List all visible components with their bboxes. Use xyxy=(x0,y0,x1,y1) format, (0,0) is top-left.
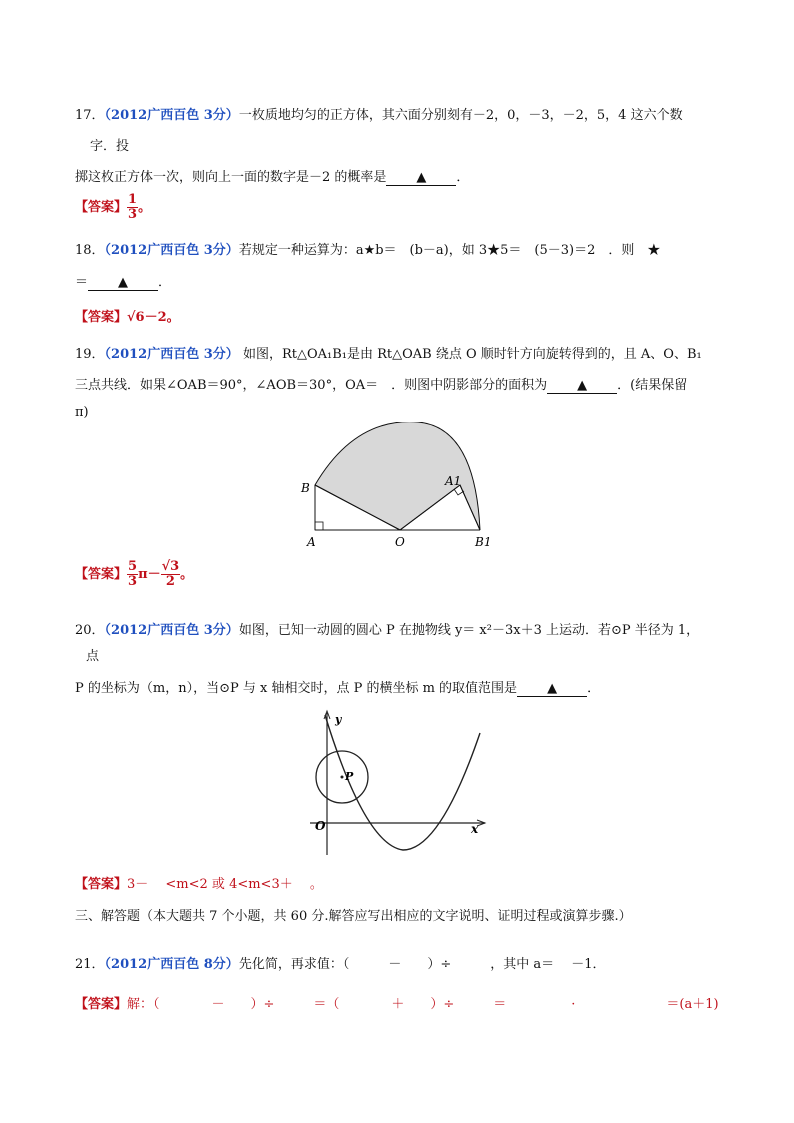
q17-number: 17． xyxy=(75,108,105,123)
q21-answer-value: 解：（ － ）÷ ＝（ ＋ ）÷ ＝ · ＝(a＋1) xyxy=(127,997,719,1012)
label-P: P xyxy=(345,770,354,783)
q17-end: ． xyxy=(456,170,470,185)
q19-text3: ．(结果保留 xyxy=(617,378,688,393)
q17-answer xyxy=(75,193,151,222)
q20-number: 20． xyxy=(75,623,105,638)
q20-text3: P 的坐标为（m，n），当⊙P 与 x 轴相交时，点 P 的横坐标 m 的取值范围是 xyxy=(75,681,518,696)
q18-source: （2012广西百色 3分） xyxy=(104,243,239,258)
label-A1: A1 xyxy=(445,474,462,488)
q20-figure xyxy=(305,705,500,860)
q20-answer-tag: 【答案】 xyxy=(75,877,128,892)
q18-line2 xyxy=(75,271,171,291)
q18-answer-tag: 【答案】 xyxy=(75,310,128,325)
label-A: A xyxy=(307,535,316,549)
q17-answer-fraction xyxy=(127,193,138,222)
q19-text1: 如图，Rt△OA₁B₁是由 Rt△OAB 绕点 O 顺时针方向旋转得到的，且 A、O、B₁ xyxy=(238,347,702,362)
q19-line1 xyxy=(75,343,702,362)
q21-answer-tag: 【答案】 xyxy=(75,997,128,1012)
q19-line3: π) xyxy=(75,405,89,420)
q19-answer-b-numerator: √3 xyxy=(161,559,180,574)
q19-answer-a-numerator: 5 xyxy=(128,559,138,574)
q19-number: 19． xyxy=(75,347,105,362)
q19-answer-pi: π－ xyxy=(138,567,161,582)
q20-answer xyxy=(75,873,323,892)
q17-answer-numerator: 1 xyxy=(128,192,138,207)
q19-answer-tag: 【答案】 xyxy=(75,567,128,582)
label-B: B xyxy=(301,481,310,495)
q19-answer-fraction-a xyxy=(127,560,138,589)
q19-line2 xyxy=(75,374,687,394)
q18-answer-end: 。 xyxy=(166,310,180,325)
q19-text2: 三点共线．如果∠OAB＝90°，∠AOB＝30°，OA＝ ．则图中阴影部分的面积为 xyxy=(75,378,548,393)
point-P xyxy=(341,776,344,779)
q18-blank: ▲ xyxy=(88,276,158,291)
q18-answer-value: √6－2 xyxy=(127,310,167,325)
q17-line1 xyxy=(75,104,683,123)
label-B1: B1 xyxy=(475,535,492,549)
q17-text3: 掷这枚正方体一次，则向上一面的数字是－2 的概率是 xyxy=(75,170,387,185)
label-y: y xyxy=(335,713,342,726)
q20-line3 xyxy=(75,677,600,697)
q18-line1 xyxy=(75,239,660,258)
label-x: x xyxy=(471,822,479,836)
q21-text1: 先化简，再求值：（ － ）÷ ，其中 a＝ －1． xyxy=(238,957,606,972)
q19-answer-b-denominator: 2 xyxy=(165,574,175,589)
q17-source: （2012广西百色 3分） xyxy=(104,108,239,123)
q20-source: （2012广西百色 3分） xyxy=(104,623,239,638)
q18-text2: ＝ xyxy=(75,275,89,290)
q17-line3 xyxy=(75,166,469,186)
q17-line2: 字．投 xyxy=(90,139,130,154)
q19-blank: ▲ xyxy=(547,379,617,394)
right-angle-mark-A xyxy=(315,522,323,530)
q21-number: 21． xyxy=(75,957,105,972)
q21-line1 xyxy=(75,953,606,972)
q18-end: ． xyxy=(158,275,172,290)
q18-answer xyxy=(75,306,180,325)
q20-answer-value: 3－ <m<2 或 4<m<3＋ 。 xyxy=(127,877,323,892)
q17-answer-tag: 【答案】 xyxy=(75,200,128,215)
q17-blank: ▲ xyxy=(386,171,456,186)
q19-source: （2012广西百色 3分） xyxy=(104,347,239,362)
section3-heading: 三、解答题（本大题共 7 个小题，共 60 分.解答应写出相应的文字说明、证明过程或演算步骤.） xyxy=(75,909,632,924)
q20-text1: 如图，已知一动圆的圆心 P 在抛物线 y＝ x²－3x＋3 上运动．若⊙P 半径为 1， xyxy=(238,623,700,638)
q17-answer-end: 。 xyxy=(138,200,152,215)
q19-answer xyxy=(75,560,193,589)
label-O: O xyxy=(395,535,405,549)
q21-source: （2012广西百色 8分） xyxy=(104,957,239,972)
q20-line1 xyxy=(75,619,699,638)
q20-end: ． xyxy=(587,681,601,696)
q19-answer-fraction-b xyxy=(161,560,181,589)
q19-figure xyxy=(295,422,495,552)
q20-line2: 点 xyxy=(86,649,100,664)
q17-answer-denominator: 3 xyxy=(128,207,138,222)
q17-text1: 一枚质地均匀的正方体，其六面分别刻有－2，0，－3，－2，5，4 这六个数 xyxy=(238,108,683,123)
q19-answer-end: 。 xyxy=(180,567,194,582)
q19-answer-a-denominator: 3 xyxy=(128,574,138,589)
label-O: O xyxy=(315,819,326,833)
q18-text1: 若规定一种运算为：a★b＝ (b－a)，如 3★5＝ (5－3)＝2 ．则 ★ xyxy=(238,243,661,258)
q20-blank: ▲ xyxy=(517,682,587,697)
q18-number: 18． xyxy=(75,243,105,258)
q21-answer xyxy=(75,993,719,1012)
